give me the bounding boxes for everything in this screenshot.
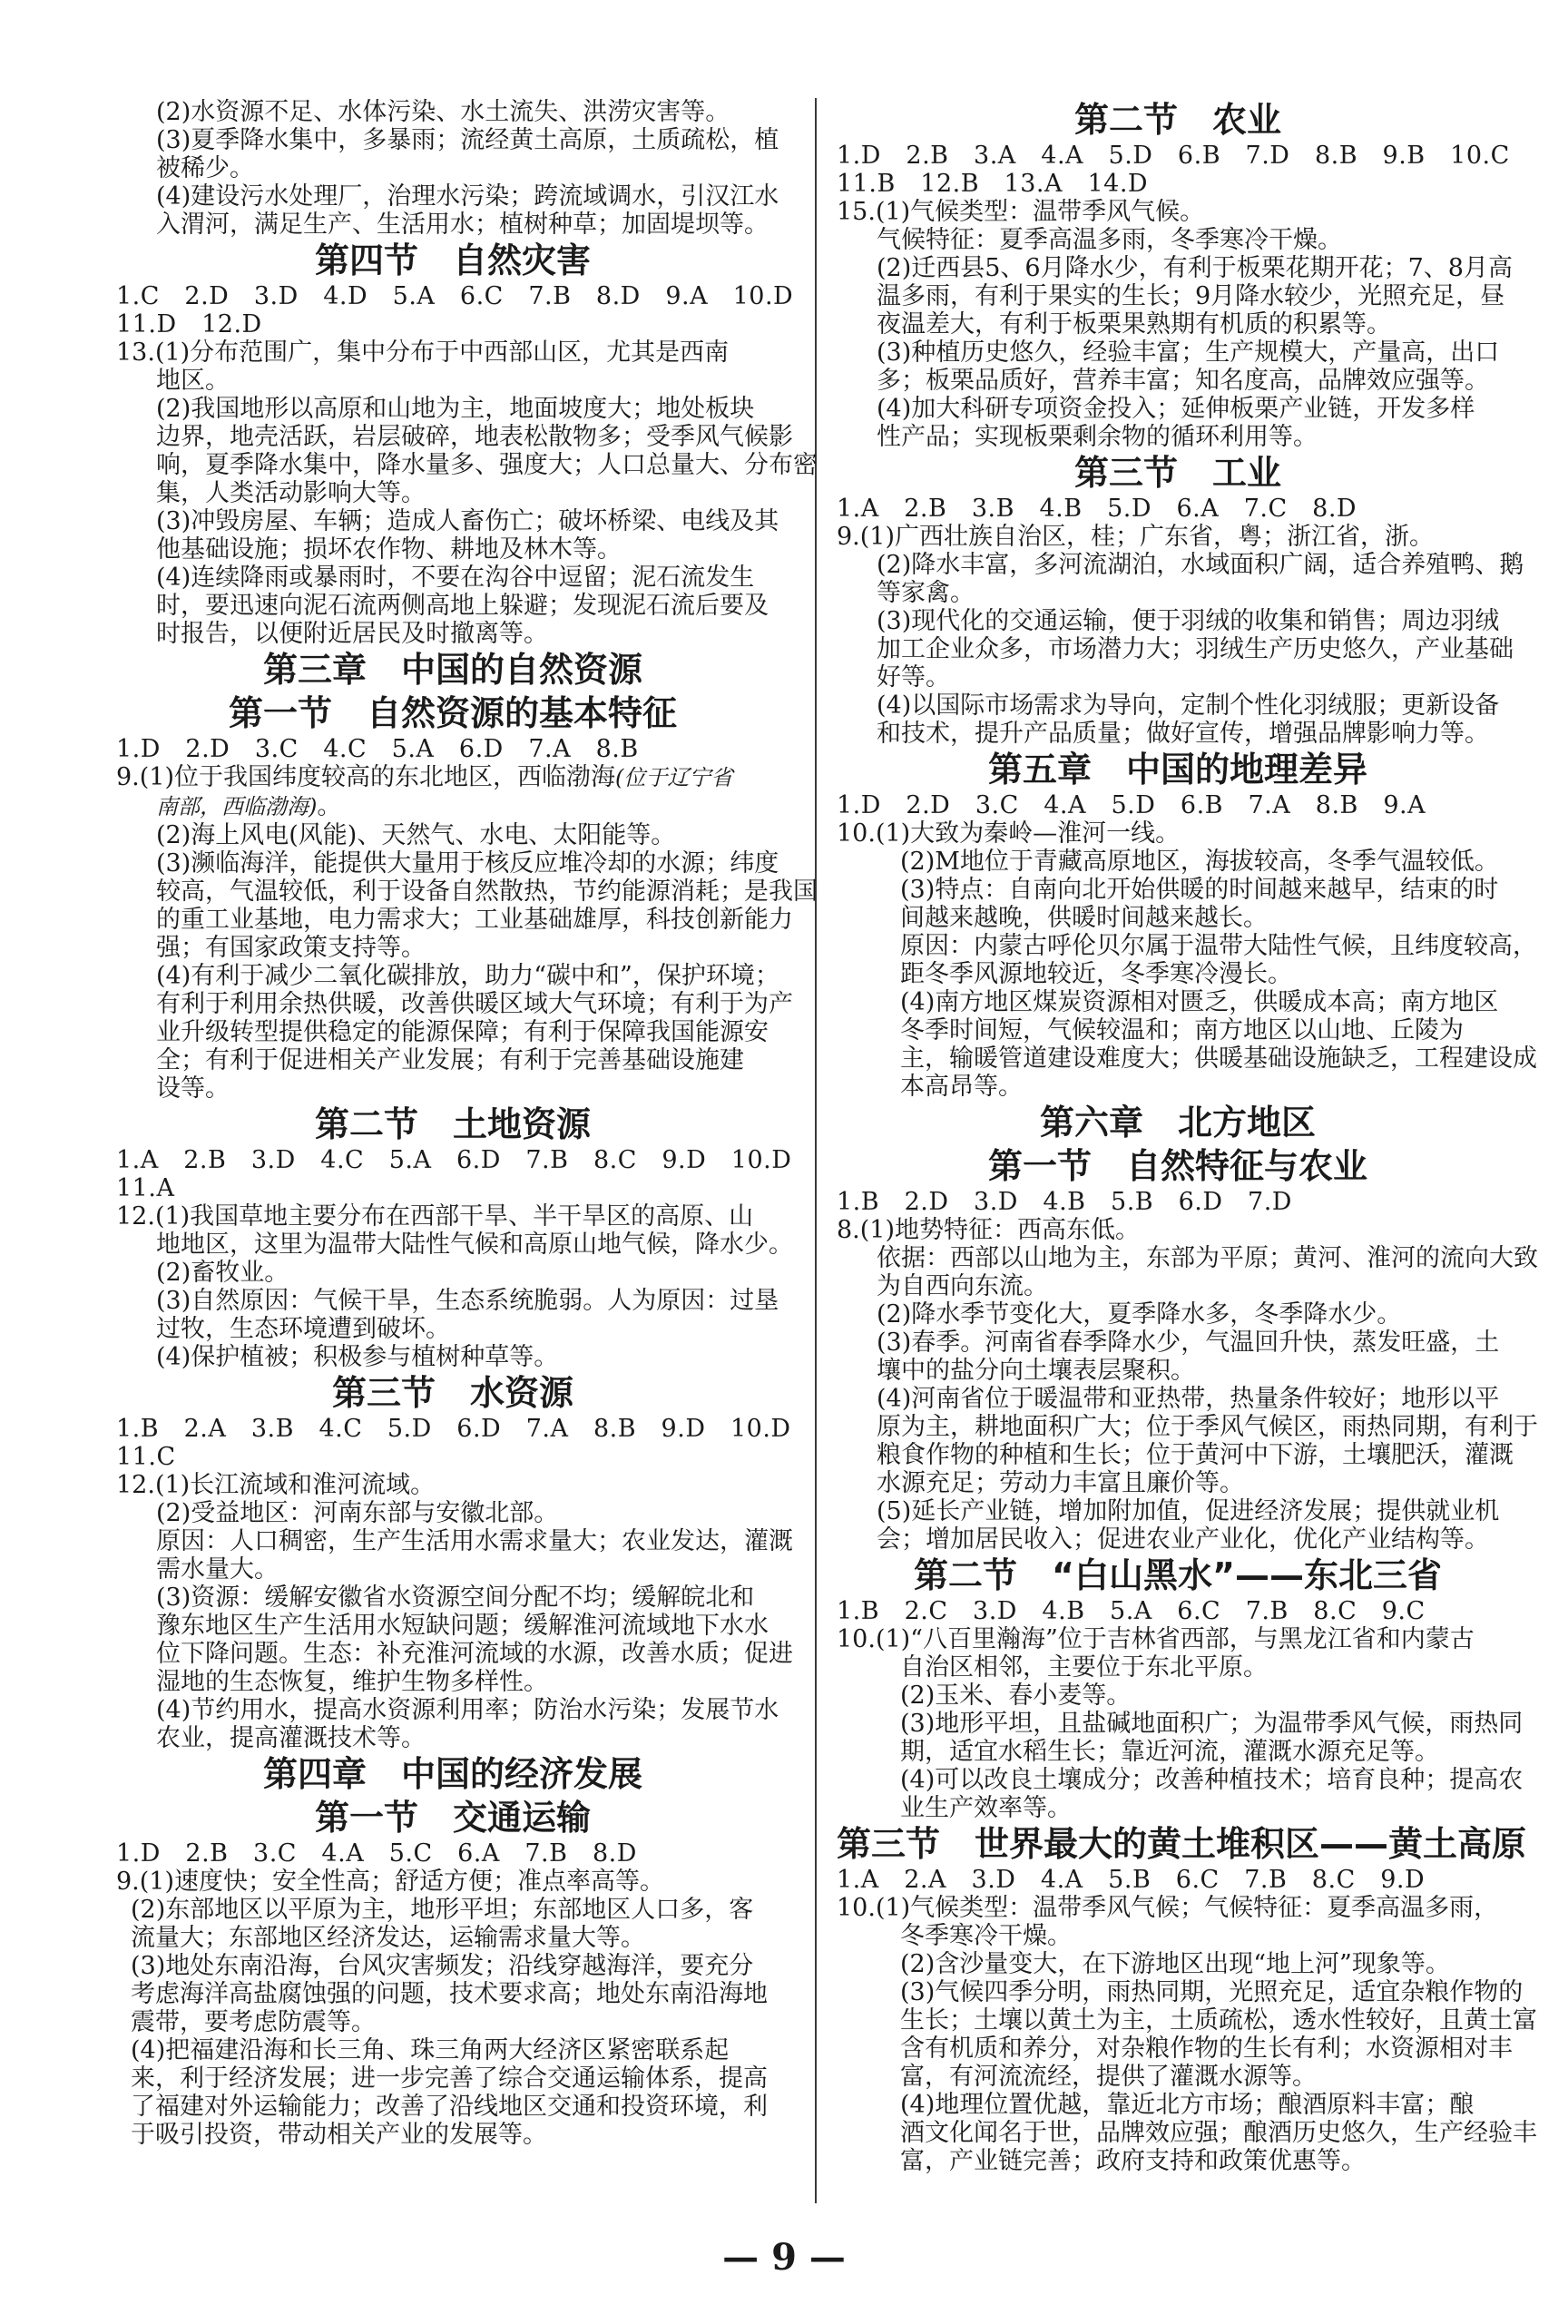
answer-line: 1.A 2.B 3.D 4.C 5.A 6.D 7.B 8.C 9.D 10.D <box>116 1146 792 1174</box>
text-line: 10.(1)“八百里瀚海”位于吉林省西部，与黑龙江省和内蒙古 <box>837 1625 1475 1653</box>
text-line: (2)M地位于青藏高原地区，海拔较高，冬季气温较低。 <box>900 848 1499 876</box>
text-line: 好等。 <box>877 663 950 691</box>
text-line: 较高，气温较低，利于设备自然散热，节约能源消耗；是我国 <box>156 878 818 906</box>
text-line: 多；板栗品质好，营养丰富；知名度高，品牌效应强等。 <box>877 367 1489 395</box>
text-line: 流量大；东部地区经济发达，运输需求量大等。 <box>131 1924 645 1952</box>
text-line: 农业，提高灌溉技术等。 <box>156 1724 426 1752</box>
text-segment: 。 <box>317 792 342 820</box>
text-line: (4)节约用水，提高水资源利用率；防治水污染；发展节水 <box>156 1696 779 1724</box>
text-line: (2)东部地区以平原为主，地形平坦；东部地区人口多，客 <box>131 1896 754 1924</box>
text-line: 酒文化闻名于世，品牌效应强；酿酒历史悠久，生产经验丰 <box>900 2119 1537 2147</box>
text-line: (2)降水丰富，多河流湖泊，水域面积广阔，适合养殖鸭、鹅 <box>877 551 1524 579</box>
text-line: 冬季时间短，气候较温和；南方地区以山地、丘陵为 <box>900 1016 1464 1044</box>
answer-line: 1.B 2.A 3.B 4.C 5.D 6.D 7.A 8.B 9.D 10.D <box>116 1415 791 1443</box>
text-line: (2)畜牧业。 <box>156 1259 289 1287</box>
section-title: 第二节 “白山黑水”——东北三省 <box>914 1555 1442 1595</box>
text-line: 水源充足；劳动力丰富且廉价等。 <box>877 1469 1244 1497</box>
text-line: 生长；土壤以黄土为主，土质疏松，透水性较好，且黄土富 <box>900 2006 1537 2035</box>
text-line: 来，利于经济发展；进一步完善了综合交通运输体系，提高 <box>131 2064 768 2093</box>
section-title: 第一节 交通运输 <box>314 1798 591 1838</box>
text-line: 位下降问题。生态：补充淮河流域的水源，改善水质；促进 <box>156 1640 793 1668</box>
chapter-title: 第五章 中国的地理差异 <box>987 750 1367 789</box>
text-line: 原因：内蒙古呼伦贝尔属于温带大陆性气候，且纬度较高， <box>900 932 1537 960</box>
text-line: (3)气候四季分明，雨热同期，光照充足，适宜杂粮作物的 <box>900 1978 1524 2006</box>
text-line: 12.(1)我国草地主要分布在西部干旱、半干旱区的高原、山 <box>116 1202 754 1231</box>
text-line: 10.(1)大致为秦岭—淮河一线。 <box>837 819 1181 848</box>
text-line: 9.(1)广西壮族自治区，桂；广东省，粤；浙江省，浙。 <box>837 523 1435 551</box>
text-line: 全；有利于促进相关产业发展；有利于完善基础设施建 <box>156 1046 744 1074</box>
text-line: 业生产效率等。 <box>900 1794 1072 1822</box>
text-line: (3)地处东南沿海，台风灾害频发；沿线穿越海洋，要充分 <box>131 1952 754 1980</box>
text-line: 他基础设施；损坏农作物、耕地及林木等。 <box>156 535 622 564</box>
section-title: 第一节 自然特征与农业 <box>987 1146 1367 1186</box>
text-line: 业升级转型提供稳定的能源保障；有利于保障我国能源安 <box>156 1018 769 1046</box>
handwritten-note: (位于辽宁省 <box>615 765 733 790</box>
text-line: (2)含沙量变大，在下游地区出现“地上河”现象等。 <box>900 1950 1450 1978</box>
text-line: 集，人类活动影响大等。 <box>156 479 426 507</box>
text-line: (2)迁西县5、6月降水少，有利于板栗花期开花；7、8月高 <box>877 254 1513 282</box>
text-line: (4)保护植被；积极参与植树种草等。 <box>156 1343 559 1371</box>
text-line: (3)种植历史悠久，经验丰富；生产规模大，产量高，出口 <box>877 338 1500 367</box>
answer-line: 11.D 12.D <box>116 310 262 338</box>
text-line: 加工企业众多，市场潜力大；羽绒生产历史悠久，产业基础 <box>877 635 1514 663</box>
answer-line: 1.C 2.D 3.D 4.D 5.A 6.C 7.B 8.D 9.A 10.D <box>116 282 794 310</box>
answer-line: 1.D 2.D 3.C 4.A 5.D 6.B 7.A 8.B 9.A <box>837 791 1426 819</box>
text-line: 有利于利用余热供暖，改善供暖区域大气环境；有利于为产 <box>156 990 793 1018</box>
text-line: 的重工业基地，电力需求大；工业基础雄厚，科技创新能力 <box>156 906 793 934</box>
text-line: 原因：人口稠密，生产生活用水需求量大；农业发达，灌溉 <box>156 1527 793 1555</box>
text-line: 会；增加居民收入；促进农业产业化，优化产业结构等。 <box>877 1525 1489 1554</box>
text-line: 粮食作物的种植和生长；位于黄河中下游，土壤肥沃，灌溉 <box>877 1441 1514 1469</box>
chapter-title: 第三章 中国的自然资源 <box>262 650 642 690</box>
text-line: 温多雨，有利于果实的生长；9月降水较少，光照充足，昼 <box>877 282 1505 310</box>
text-line: 地区。 <box>156 367 230 395</box>
text-line: 设等。 <box>156 1074 230 1103</box>
section-title: 第一节 自然资源的基本特征 <box>228 693 677 733</box>
text-line: 含有机质和养分，对杂粮作物的生长有利；水资源相对丰 <box>900 2035 1513 2063</box>
text-line: 过牧，生态环境遭到破坏。 <box>156 1315 450 1343</box>
text-line: (2)水资源不足、水体污染、水土流失、洪涝灾害等。 <box>156 98 730 126</box>
right-column <box>837 98 1538 2175</box>
text-line: 富，产业链完善；政府支持和政策优惠等。 <box>900 2147 1366 2175</box>
text-line: (3)濒临海洋，能提供大量用于核反应堆冷却的水源；纬度 <box>156 849 779 878</box>
answer-line: 1.D 2.B 3.A 4.A 5.D 6.B 7.D 8.B 9.B 10.C <box>837 142 1510 170</box>
text-line: 地地区，这里为温带大陆性气候和高原山地气候，降水少。 <box>156 1231 793 1259</box>
text-line: (3)特点：自南向北开始供暖的时间越来越早，结束的时 <box>900 876 1499 904</box>
text-line: 期，适宜水稻生长；靠近河流，灌溉水源充足等。 <box>900 1738 1439 1766</box>
text-line: (4)加大科研专项资金投入；延伸板栗产业链，开发多样 <box>877 395 1475 423</box>
text-line: (3)自然原因：气候干旱，生态系统脆弱。人为原因：过垦 <box>156 1287 779 1315</box>
text-line: 边界，地壳活跃，岩层破碎，地表松散物多；受季风气候影 <box>156 423 793 451</box>
section-title: 第三节 世界最大的黄土堆积区——黄土高原 <box>837 1824 1527 1864</box>
section-title: 第二节 土地资源 <box>314 1104 591 1144</box>
text-line: 和技术，提升产品质量；做好宣传，增强品牌影响力等。 <box>877 720 1489 748</box>
text-line: (3)地形平坦，且盐碱地面积广；为温带季风气候，雨热同 <box>900 1710 1524 1738</box>
text-line: 8.(1)地势特征：西高东低。 <box>837 1216 1141 1244</box>
text-line: (3)冲毁房屋、车辆；造成人畜伤亡；破坏桥梁、电线及其 <box>156 507 779 535</box>
section-title: 第三节 工业 <box>1073 453 1281 493</box>
text-line: 9.(1)速度快；安全性高；舒适方便；准点率高等。 <box>116 1868 665 1896</box>
text-line: 13.(1)分布范围广，集中分布于中西部山区，尤其是西南 <box>116 338 730 367</box>
text-line: 12.(1)长江流域和淮河流域。 <box>116 1471 436 1499</box>
answer-line: 1.D 2.D 3.C 4.C 5.A 6.D 7.A 8.B <box>116 735 639 763</box>
text-line: 原为主，耕地面积广大；位于季风气候区，雨热同期，有利于 <box>877 1413 1538 1441</box>
answer-line: 11.C <box>116 1443 176 1471</box>
text-line: 为自西向东流。 <box>877 1272 1048 1300</box>
text-line: (2)玉米、春小麦等。 <box>900 1682 1132 1710</box>
answer-line: 1.B 2.C 3.D 4.B 5.A 6.C 7.B 8.C 9.C <box>837 1597 1426 1625</box>
text-line: 10.(1)气候类型：温带季风气候；气候特征：夏季高温多雨， <box>837 1894 1499 1922</box>
text-line: 湿地的生态恢复，维护生物多样性。 <box>156 1668 548 1696</box>
section-title: 第三节 水资源 <box>331 1373 573 1413</box>
handwritten-note: 南部，西临渤海) <box>156 794 318 819</box>
answer-line: 1.D 2.B 3.C 4.A 5.C 6.A 7.B 8.D <box>116 1839 637 1868</box>
text-line: 时，要迅速向泥石流两侧高地上躲避；发现泥石流后要及 <box>156 592 769 620</box>
answer-line: 11.B 12.B 13.A 14.D <box>837 170 1149 198</box>
text-line: 于吸引投资，带动相关产业的发展等。 <box>131 2121 547 2149</box>
text-line: 震带，要考虑防震等。 <box>131 2008 376 2036</box>
answer-line: 1.A 2.A 3.D 4.A 5.B 6.C 7.B 8.C 9.D <box>837 1866 1426 1894</box>
text-line: (3)现代化的交通运输，便于羽绒的收集和销售；周边羽绒 <box>877 607 1500 635</box>
section-title: 第四节 自然灾害 <box>314 240 591 280</box>
text-line: 等家禽。 <box>877 579 975 607</box>
answer-line: 1.A 2.B 3.B 4.B 5.D 6.A 7.C 8.D <box>837 495 1357 523</box>
text-line: (4)有利于减少二氧化碳排放，助力“碳中和”，保护环境； <box>156 962 779 990</box>
text-line: (2)我国地形以高原和山地为主，地面坡度大；地处板块 <box>156 395 755 423</box>
column-divider <box>815 98 817 2203</box>
text-line: (4)河南省位于暖温带和亚热带，热量条件较好；地形以平 <box>877 1385 1500 1413</box>
text-line: 强；有国家政策支持等。 <box>156 934 426 962</box>
text-line: (4)以国际市场需求为导向，定制个性化羽绒服；更新设备 <box>877 691 1500 720</box>
text-line: (4)南方地区煤炭资源相对匮乏，供暖成本高；南方地区 <box>900 988 1499 1016</box>
text-line: 富，有河流流经，提供了灌溉水源等。 <box>900 2063 1317 2091</box>
chapter-title: 第四章 中国的经济发展 <box>262 1754 642 1794</box>
text-line: (2)降水季节变化大，夏季降水多，冬季降水少。 <box>877 1300 1402 1329</box>
left-column <box>116 98 818 2149</box>
answer-line: 1.B 2.D 3.D 4.B 5.B 6.D 7.D <box>837 1188 1292 1216</box>
text-line: 了福建对外运输能力；改善了沿线地区交通和投资环境，利 <box>131 2093 768 2121</box>
text-line: 本高昂等。 <box>900 1073 1023 1101</box>
text-line: 15.(1)气候类型：温带季风气候。 <box>837 198 1205 226</box>
text-line: 气候特征：夏季高温多雨，冬季寒冷干燥。 <box>877 226 1342 254</box>
page-number: — 9 — <box>722 2236 846 2279</box>
text-line: 时报告，以便附近居民及时撤离等。 <box>156 620 548 648</box>
text-line: (4)把福建沿海和长三角、珠三角两大经济区紧密联系起 <box>131 2036 730 2064</box>
text-line: 需水量大。 <box>156 1555 279 1584</box>
text-line: (5)延长产业链，增加附加值，促进经济发展；提供就业机 <box>877 1497 1500 1525</box>
text-line: (2)海上风电(风能)、天然气、水电、太阳能等。 <box>156 821 676 849</box>
text-line <box>116 763 789 792</box>
section-title: 第二节 农业 <box>1073 100 1281 140</box>
text-line: 距冬季风源地较近，冬季寒冷漫长。 <box>900 960 1292 988</box>
answer-line: 11.A <box>116 1174 175 1202</box>
text-line: (4)地理位置优越，靠近北方市场；酿酒原料丰富；酿 <box>900 2091 1475 2119</box>
text-line: 主，输暖管道建设难度大；供暖基础设施缺乏，工程建设成 <box>900 1044 1537 1073</box>
text-line: 性产品；实现板栗剩余物的循环利用等。 <box>877 423 1318 451</box>
text-line: (4)连续降雨或暴雨时，不要在沟谷中逗留；泥石流发生 <box>156 564 755 592</box>
text-line: (2)受益地区：河南东部与安徽北部。 <box>156 1499 559 1527</box>
text-line: 豫东地区生产生活用水短缺问题；缓解淮河流域地下水水 <box>156 1612 769 1640</box>
text-line: (3)春季。河南省春季降水少，气温回升快，蒸发旺盛，土 <box>877 1329 1500 1357</box>
text-line: 响，夏季降水集中，降水量多、强度大；人口总量大、分布密 <box>156 451 818 479</box>
text-line: 依据：西部以山地为主，东部为平原；黄河、淮河的流向大致 <box>877 1244 1538 1272</box>
text-line: (4)建设污水处理厂，治理水污染；跨流域调水，引汉江水 <box>156 182 779 211</box>
text-line: (3)夏季降水集中，多暴雨；流经黄土高原，土质疏松，植 <box>156 126 779 154</box>
text-line: 间越来越晚，供暖时间越来越长。 <box>900 904 1268 932</box>
text-line: 考虑海洋高盐腐蚀强的问题，技术要求高；地处东南沿海地 <box>131 1980 768 2008</box>
text-line: 夜温差大，有利于板栗果熟期有机质的积累等。 <box>877 310 1391 338</box>
text-segment: 9.(1)位于我国纬度较高的东北地区，西临渤海 <box>116 763 616 791</box>
text-line: 冬季寒冷干燥。 <box>900 1922 1072 1950</box>
text-line: (4)可以改良土壤成分；改善种植技术；培育良种；提高农 <box>900 1766 1524 1794</box>
text-line: 入渭河，满足生产、生活用水；植树种草；加固堤坝等。 <box>156 211 769 239</box>
text-line: 被稀少。 <box>156 154 254 182</box>
chapter-title: 第六章 北方地区 <box>1039 1103 1316 1142</box>
text-line: 自治区相邻，主要位于东北平原。 <box>900 1653 1268 1682</box>
text-line: 壤中的盐分向土壤表层聚积。 <box>877 1357 1195 1385</box>
text-line: (3)资源：缓解安徽省水资源空间分配不均；缓解皖北和 <box>156 1584 755 1612</box>
text-line <box>116 792 789 821</box>
